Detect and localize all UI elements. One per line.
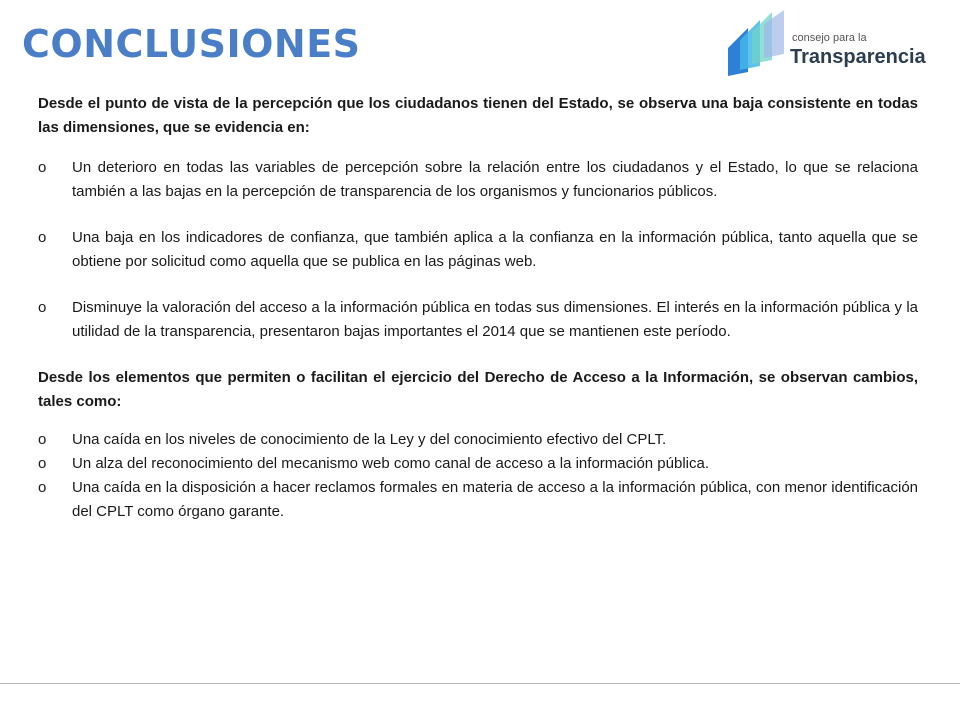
item-text: Un deterioro en todas las variables de percepción sobre la relación entre los ciudadanos y el Estado, lo que se relaciona también a las bajas en la percepción de transparencia de los organismos y funcionarios públicos. <box>72 159 918 200</box>
list-item <box>38 428 918 452</box>
section-intro: Desde los elementos que permiten o facilitan el ejercicio del Derecho de Acceso a la Información, se observan cambios, tales como: <box>38 369 918 410</box>
logo-line2: Transparencia <box>790 46 926 68</box>
list-item <box>38 156 918 204</box>
bullet-list <box>38 428 918 524</box>
section-perception <box>38 92 918 344</box>
item-text: Un alza del reconocimiento del mecanismo web como canal de acceso a la información pública. <box>72 455 710 472</box>
cplt-logo <box>722 10 932 80</box>
section-access <box>38 366 918 524</box>
bullet-icon: o <box>38 479 47 496</box>
logo-line1: consejo para la <box>792 32 867 44</box>
list-item <box>38 452 918 476</box>
bullet-icon: o <box>38 455 47 472</box>
footer-divider <box>0 683 960 684</box>
item-text: Una caída en los niveles de conocimiento de la Ley y del conocimiento efectivo del CPLT. <box>72 431 667 448</box>
bullet-icon: o <box>38 159 47 176</box>
page-title: CONCLUSIONES <box>22 22 361 66</box>
logo-graphic-icon <box>722 10 792 80</box>
item-text: Una baja en los indicadores de confianza, que también aplica a la confianza en la información pública, tanto aquella que se obtiene por solicitud como aquella que se publica en las páginas web. <box>72 229 918 270</box>
list-item <box>38 226 918 274</box>
bullet-icon: o <box>38 229 47 246</box>
item-text: Disminuye la valoración del acceso a la información pública en todas sus dimensiones. El interés en la información pública y la utilidad de la transparencia, presentaron bajas importantes el 2014 que se mantienen este período. <box>72 299 918 340</box>
bullet-icon: o <box>38 299 47 316</box>
conclusions-content <box>38 92 918 524</box>
section-intro: Desde el punto de vista de la percepción que los ciudadanos tienen del Estado, se observa una baja consistente en todas las dimensiones, que se evidencia en: <box>38 95 918 136</box>
bullet-icon: o <box>38 431 47 448</box>
item-text: Una caída en la disposición a hacer reclamos formales en materia de acceso a la información pública, con menor identificación del CPLT como órgano garante. <box>72 479 918 520</box>
bullet-list <box>38 156 918 344</box>
list-item <box>38 296 918 344</box>
list-item <box>38 476 918 524</box>
